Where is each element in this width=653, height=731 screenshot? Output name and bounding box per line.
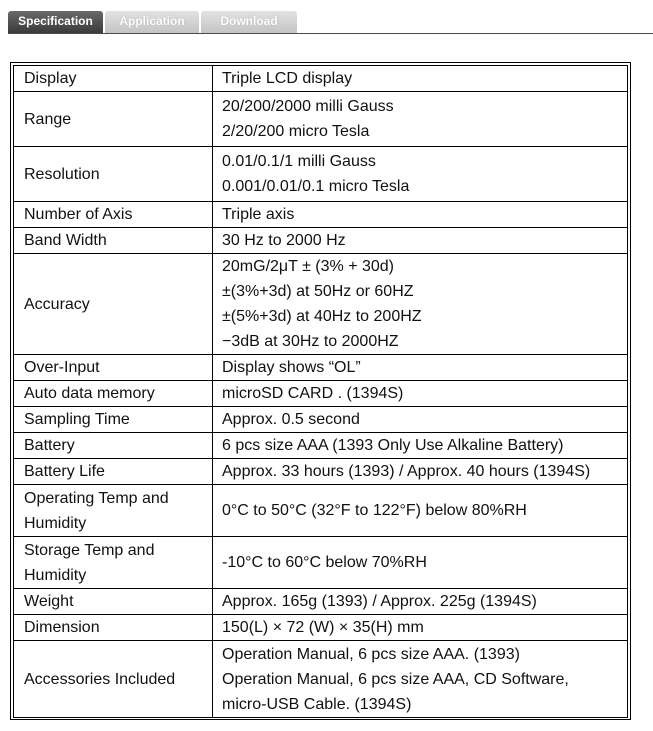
spec-label-line: Resolution [24,165,100,183]
specification-table [13,65,628,718]
spec-row [14,433,628,459]
spec-value [213,228,628,254]
spec-label-line: Humidity [24,514,87,532]
spec-value [213,92,628,147]
spec-value-line: Approx. 165g (1393) / Approx. 225g (1394S) [222,593,537,610]
spec-row [14,66,628,92]
spec-label [14,202,213,228]
spec-value-line: Operation Manual, 6 pcs size AAA. (1393) [222,645,520,663]
spec-row [14,147,628,202]
spec-label [14,254,213,355]
spec-label [14,537,213,589]
spec-row [14,485,628,537]
spec-row [14,615,628,641]
tab-application[interactable]: Application [105,11,199,33]
spec-value [213,381,628,407]
spec-value [213,202,628,228]
spec-label-line: Weight [24,593,74,610]
spec-row [14,92,628,147]
spec-row [14,459,628,485]
spec-value [213,537,628,589]
spec-label-line: Number of Axis [24,206,133,223]
spec-label-line: Accuracy [24,295,90,313]
spec-value [213,147,628,202]
spec-value-line: Display shows “OL” [222,359,361,376]
spec-label [14,355,213,381]
tab-specification[interactable]: Specification [8,11,103,33]
spec-row [14,381,628,407]
spec-label-line: Band Width [24,232,107,249]
spec-value-line: 20/200/2000 milli Gauss [222,98,394,115]
spec-label-line: Over-Input [24,359,100,376]
spec-label-line: Accessories Included [24,670,176,688]
spec-value-line: −3dB at 30Hz to 2000HZ [222,333,399,350]
spec-label [14,228,213,254]
spec-value-line: ±(3%+3d) at 50Hz or 60HZ [222,283,414,300]
spec-label-line: Sampling Time [24,411,130,428]
spec-value [213,589,628,615]
spec-label [14,147,213,202]
spec-label-line: Battery Life [24,463,105,480]
spec-value-line: 2/20/200 micro Tesla [222,123,370,140]
spec-row [14,355,628,381]
spec-value-line: -10°C to 60°C below 70%RH [222,554,427,571]
spec-label [14,589,213,615]
spec-value-line: microSD CARD . (1394S) [222,385,404,402]
spec-value-line: 20mG/2μT ± (3% + 30d) [222,258,394,275]
spec-label-line: Range [24,110,72,128]
spec-value-line: Operation Manual, 6 pcs size AAA, CD Software, [222,670,569,688]
spec-value-line: Triple axis [222,206,295,223]
spec-value [213,254,628,355]
spec-value [213,459,628,485]
spec-label [14,615,213,641]
spec-value [213,641,628,718]
spec-row [14,254,628,355]
spec-value-line: 0.001/0.01/0.1 micro Tesla [222,178,410,195]
spec-label-line: Display [24,70,77,87]
spec-label [14,433,213,459]
spec-label-line: Dimension [24,619,100,636]
tab-bar [8,11,653,34]
spec-row [14,228,628,254]
spec-label [14,92,213,147]
spec-value-line: 150(L) × 72 (W) × 35(H) mm [222,619,424,636]
spec-value-line: Triple LCD display [222,70,353,87]
spec-value [213,485,628,537]
tab-download[interactable]: Download [201,11,297,33]
spec-label-line: Auto data memory [24,385,155,402]
spec-row [14,202,628,228]
spec-value-line: micro-USB Cable. (1394S) [222,695,412,713]
spec-label-line: Humidity [24,566,87,584]
spec-label [14,641,213,718]
spec-label-line: Battery [24,437,75,454]
spec-value [213,66,628,92]
spec-label [14,459,213,485]
spec-value-line: ±(5%+3d) at 40Hz to 200HZ [222,308,422,325]
spec-label [14,407,213,433]
spec-value-line: 0.01/0.1/1 milli Gauss [222,153,376,170]
spec-value [213,355,628,381]
spec-row [14,641,628,718]
spec-row [14,407,628,433]
spec-row [14,537,628,589]
spec-value-line: 0°C to 50°C (32°F to 122°F) below 80%RH [222,502,527,519]
spec-value [213,433,628,459]
spec-value-line: 30 Hz to 2000 Hz [222,232,346,249]
spec-row [14,589,628,615]
spec-label [14,485,213,537]
spec-label-line: Operating Temp and [24,489,169,507]
spec-label-line: Storage Temp and [24,541,155,559]
spec-value-line: 6 pcs size AAA (1393 Only Use Alkaline Battery) [222,437,564,454]
spec-value-line: Approx. 0.5 second [222,411,360,428]
spec-label [14,381,213,407]
spec-value [213,407,628,433]
spec-value [213,615,628,641]
spec-label [14,66,213,92]
specification-panel [10,62,631,720]
spec-value-line: Approx. 33 hours (1393) / Approx. 40 hours (1394S) [222,463,591,480]
